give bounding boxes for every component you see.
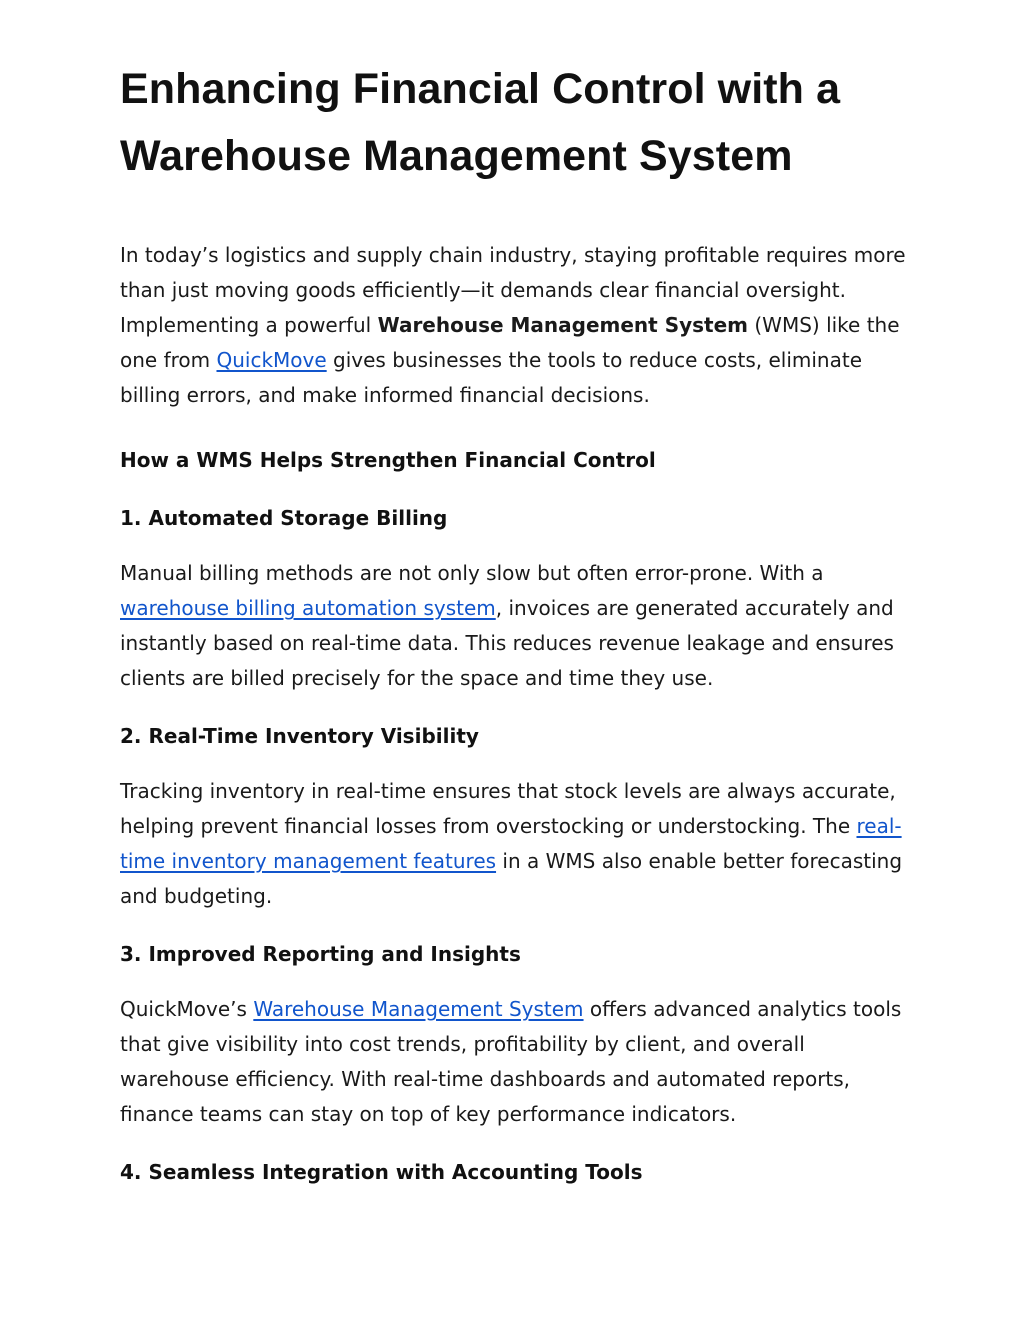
document-title: Enhancing Financial Control with a Warehouse Management System (120, 65, 841, 180)
intro-bold-wms: Warehouse Management System (377, 313, 749, 337)
section-paragraph-reporting-insights (120, 992, 910, 1132)
inventory-features-link[interactable]: real-time inventory management features (120, 814, 902, 873)
section-heading-automated-billing: 1. Automated Storage Billing (120, 506, 448, 530)
section-heading-accounting-integration: 4. Seamless Integration with Accounting Tools (120, 1160, 643, 1184)
intro-paragraph (120, 238, 910, 413)
section-3-text-1: QuickMove’s (120, 997, 254, 1021)
section-2-text-2: in a WMS also enable better forecasting and budgeting. (120, 849, 903, 908)
quickmove-link[interactable]: QuickMove (216, 348, 327, 372)
billing-automation-link[interactable]: warehouse billing automation system (120, 596, 496, 620)
section-paragraph-automated-billing (120, 556, 910, 696)
intro-text-2: (WMS) like the one from (120, 313, 900, 372)
section-heading-reporting-insights: 3. Improved Reporting and Insights (120, 942, 521, 966)
main-heading: How a WMS Helps Strengthen Financial Control (120, 448, 656, 472)
section-2-text-1: Tracking inventory in real-time ensures that stock levels are always accurate, helping prevent financial losses from overstocking or understocking. The (120, 779, 896, 838)
intro-text-1: In today’s logistics and supply chain industry, staying profitable requires more than just moving goods efficiently—it demands clear financial oversight. Implementing a powerful (120, 243, 906, 337)
intro-text-3: gives businesses the tools to reduce costs, eliminate billing errors, and make informed financial decisions. (120, 348, 862, 407)
section-1-text-2: , invoices are generated accurately and instantly based on real-time data. This reduces revenue leakage and ensures clients are billed precisely for the space and time they use. (120, 596, 894, 690)
wms-link[interactable]: Warehouse Management System (253, 997, 584, 1021)
section-heading-inventory-visibility: 2. Real-Time Inventory Visibility (120, 724, 479, 748)
section-1-text-1: Manual billing methods are not only slow but often error-prone. With a (120, 561, 824, 585)
section-paragraph-inventory-visibility (120, 774, 910, 914)
document-page (120, 56, 910, 1190)
section-3-text-2: offers advanced analytics tools that give visibility into cost trends, profitability by client, and overall warehouse efficiency. With real-time dashboards and automated reports, finance teams can stay on top of key performance indicators. (120, 997, 902, 1126)
